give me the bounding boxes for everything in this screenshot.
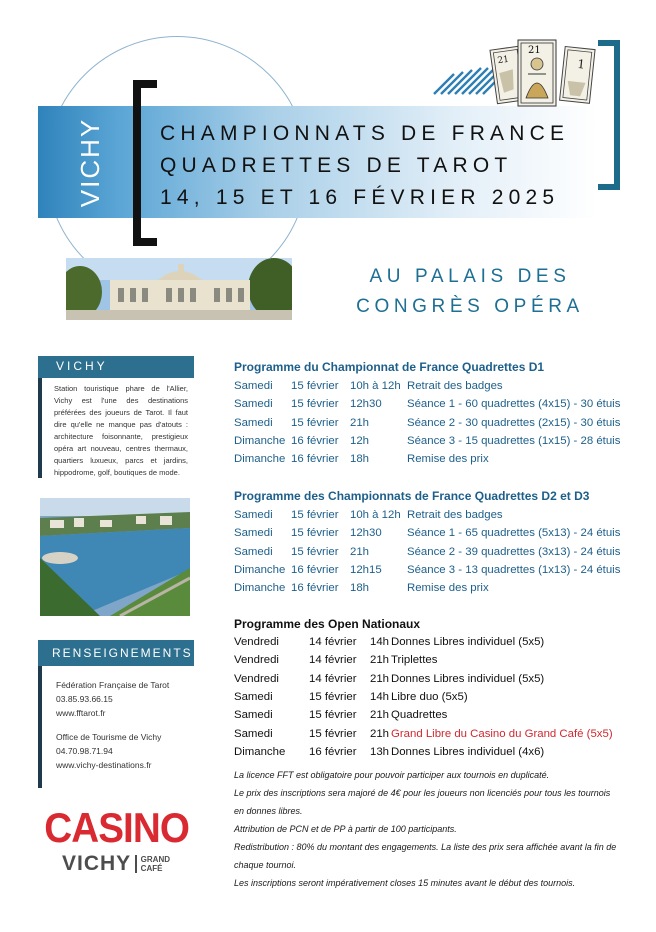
schedule-date: 15 février [291,380,339,392]
info-box-body [38,666,194,788]
schedule-time: 18h [350,453,370,466]
schedule-event: Séance 2 - 39 quadrettes (3x13) - 24 étuis [407,545,621,558]
schedule-row [234,654,624,672]
left-bracket [133,80,157,246]
schedule-row [234,380,624,398]
title-line-2: QUADRETTES DE TAROT [160,154,513,177]
schedule-day: Samedi [234,691,273,704]
schedule-day: Samedi [234,709,273,722]
casino-logo-city: VICHY [61,852,132,875]
schedule-event: Séance 1 - 60 quadrettes (4x15) - 30 étuis [407,398,621,411]
schedule-time: 21h [370,672,390,685]
schedule-event: Donnes Libres individuel (5x5) [391,672,545,685]
schedule-row [234,398,624,416]
casino-logo-sub-1: GRAND [140,855,171,864]
info-phone-1[interactable]: 03.85.93.66.15 [56,694,113,704]
schedule-row [234,673,624,691]
notes [234,766,618,892]
schedule-day: Samedi [234,509,273,521]
schedule-row [234,509,624,527]
schedule-date: 16 février [291,582,339,595]
schedule-time: 21h [350,545,370,558]
schedule-date: 15 février [309,727,357,740]
schedule-date: 14 février [309,654,357,667]
schedule-row [234,636,624,654]
casino-logo-sub-2: CAFÉ [140,864,163,873]
info-web-2[interactable]: www.vichy-destinations.fr [56,760,152,770]
schedule-row [234,582,624,600]
schedule-date: 15 février [291,416,339,429]
schedule-time: 12h15 [350,564,382,577]
schedule-date: 15 février [309,709,357,722]
schedule-day: Dimanche [234,564,286,577]
schedule-date: 15 février [291,398,339,411]
venue-line-1: AU PALAIS DES [369,266,571,287]
note-3: Attribution de PCN et de PP à partir de 100 participants. [234,824,457,834]
vertical-city-label: VICHY [75,117,106,207]
schedule-time: 14h [370,636,390,648]
schedule-row [234,527,624,545]
note-2: Le prix des inscriptions sera majoré de 4€ pour les joueurs non licenciés pour tous les tournois en donnes libres. [234,788,611,816]
schedule-time: 12h30 [350,398,382,411]
schedule-time: 14h [370,691,390,704]
program-title: Programme du Championnat de France Quadrettes D1 [234,360,545,374]
schedule-time: 18h [350,582,370,595]
schedule-time: 21h [370,654,390,667]
schedule-row [234,417,624,435]
card-number-1: 21 [496,54,510,67]
schedule-event: Séance 3 - 15 quadrettes (1x15) - 28 étuis [407,435,621,448]
schedule-date: 16 février [291,564,339,577]
schedule-row [234,746,624,764]
note-4: Redistribution : 80% du montant des engagements. La liste des prix sera affichée avant la fin de chaque tournoi. [234,842,617,870]
schedule-event: Triplettes [391,654,438,667]
program-title: Programme des Championnats de France Quadrettes D2 et D3 [234,489,590,503]
schedule-date: 16 février [291,435,339,448]
schedule-event: Séance 3 - 13 quadrettes (1x13) - 24 étuis [407,564,621,577]
schedule-date: 14 février [309,636,357,648]
schedule-day: Vendredi [234,636,279,648]
schedule-day: Dimanche [234,582,286,595]
schedule-day: Samedi [234,398,273,411]
event-title [160,118,600,214]
note-1: La licence FFT est obligatoire pour pouvoir participer aux tournois en duplicaté. [234,770,550,780]
note-5: Les inscriptions seront impérativement closes 15 minutes avant le début des tournois. [234,878,576,888]
schedule-time: 12h [350,435,370,448]
schedule-event: Séance 2 - 30 quadrettes (2x15) - 30 étuis [407,416,621,429]
schedule-time: 13h [370,746,390,759]
tarot-cards-illustration [488,38,600,112]
schedule-time: 10h à 12h [350,509,401,521]
card-number-3: 1 [576,56,586,72]
right-bracket [598,40,620,190]
schedule-time: 12h30 [350,527,382,540]
schedule-event: Libre duo (5x5) [391,691,468,704]
info-org-1: Fédération Française de Tarot [56,680,170,690]
casino-logo-word: CASINO [44,804,190,851]
schedule-date: 14 février [309,672,357,685]
info-phone-2[interactable]: 04.70.98.71.94 [56,746,113,756]
schedule-row [234,728,624,746]
schedule-day: Samedi [234,545,273,558]
info-org-2: Office de Tourisme de Vichy [56,732,162,742]
schedule-date: 15 février [309,691,357,704]
schedule-day: Samedi [234,416,273,429]
schedule-date: 16 février [291,453,339,466]
schedule-row [234,453,624,471]
vichy-box-title: VICHY [38,356,194,378]
schedule-time: 10h à 12h [350,380,401,392]
casino-logo-divider [135,855,137,873]
venue-title [320,262,620,322]
schedule-day: Dimanche [234,453,286,466]
schedule-day: Samedi [234,380,273,392]
schedule-day: Samedi [234,727,273,740]
schedule-row [234,691,624,709]
schedule-day: Dimanche [234,746,286,759]
program-title: Programme des Open Nationaux [234,617,421,631]
schedule-event: Grand Libre du Casino du Grand Café (5x5) [391,727,613,740]
title-line-1: CHAMPIONNATS DE FRANCE [160,122,570,145]
info-box-title: RENSEIGNEMENTS [38,640,194,666]
card-number-2: 21 [528,45,541,56]
schedule-day: Vendredi [234,654,279,667]
schedule-day: Samedi [234,527,273,540]
schedule-event: Remise des prix [407,453,489,466]
schedule-event: Retrait des badges [407,380,503,392]
schedule-row [234,546,624,564]
schedule-date: 16 février [309,746,357,759]
schedule-time: 21h [350,416,370,429]
info-web-1[interactable]: www.fftarot.fr [56,708,106,718]
schedule-date: 15 février [291,527,339,540]
venue-line-2: CONGRÈS OPÉRA [356,296,584,317]
title-line-3: 14, 15 ET 16 FÉVRIER 2025 [160,186,560,209]
schedule-event: Donnes Libres individuel (5x5) [391,636,545,648]
casino-logo [38,806,194,886]
vichy-box-text: Station touristique phare de l'Allier, Vichy est l'une des destinations préférées des joueurs de Tarot. Il faut dire qu'elle ne manque pas d'atouts : architecture foisonnante, prestigieux opéra art nouveau, centres thermaux, quartiers luxueux, parcs et jardins, hippodrome, golf, boutiques de mode. [38,378,194,478]
schedule-event: Séance 1 - 65 quadrettes (5x13) - 24 étuis [407,527,621,540]
river-photo [40,498,190,616]
schedule-day: Vendredi [234,672,279,685]
schedule-event: Retrait des badges [407,509,503,521]
schedule-time: 21h [370,709,390,722]
schedule-time: 21h [370,727,390,740]
palace-photo [66,258,292,320]
schedule-date: 15 février [291,545,339,558]
schedule-day: Dimanche [234,435,286,448]
schedule-row [234,709,624,727]
schedule-row [234,435,624,453]
schedule-row [234,564,624,582]
schedule-event: Quadrettes [391,709,448,722]
schedule-event: Remise des prix [407,582,489,595]
schedule-date: 15 février [291,509,339,521]
schedule-event: Donnes Libres individuel (4x6) [391,746,545,759]
